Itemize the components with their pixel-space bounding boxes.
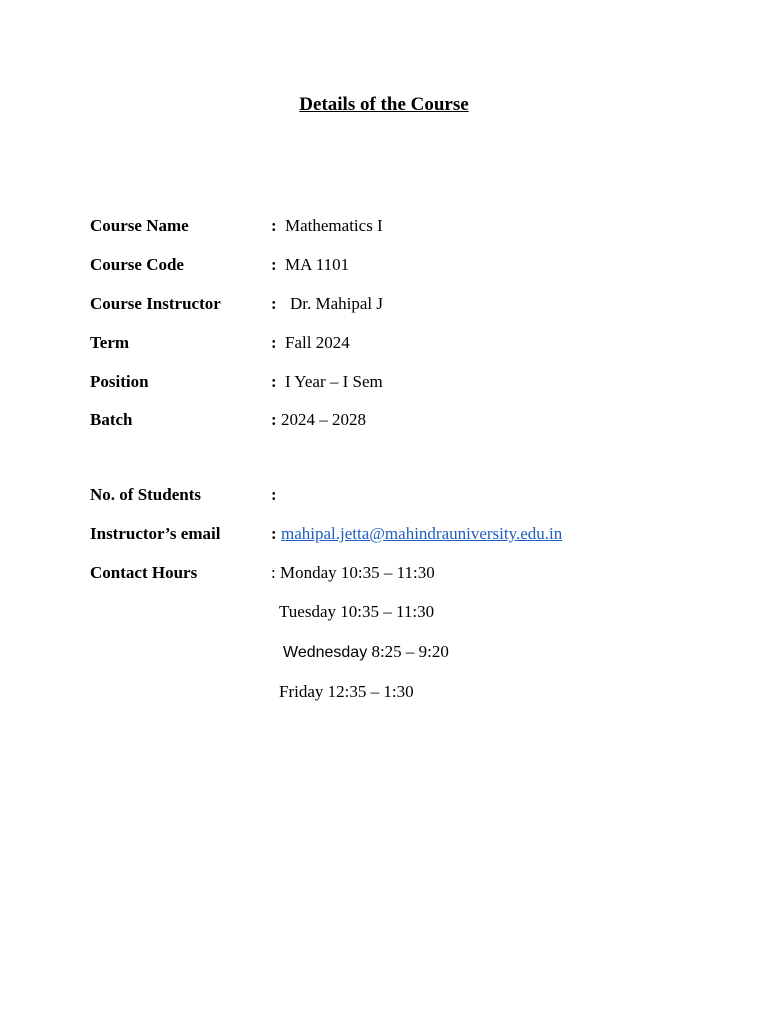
contact-hours-item	[283, 642, 449, 663]
instructor-email-link[interactable]: mahipal.jetta@mahindrauniversity.edu.in	[281, 524, 563, 543]
contact-hours-time: 10:35 – 11:30	[340, 602, 435, 621]
contact-hours-day: Monday	[280, 563, 337, 582]
contact-hours-day: Wednesday	[283, 644, 368, 661]
course-code-value: MA 1101	[285, 255, 350, 274]
course-code-label: Course Code	[90, 255, 184, 274]
course-code-colon: :	[271, 255, 277, 274]
position-value: I Year – I Sem	[285, 372, 383, 391]
course-name-colon: :	[271, 216, 277, 235]
students-label: No. of Students	[90, 485, 201, 504]
email-colon: :	[271, 524, 277, 543]
contact-hours-item	[279, 602, 434, 622]
batch-label: Batch	[90, 410, 133, 429]
contact-hours-day: Tuesday	[279, 602, 336, 621]
term-value: Fall 2024	[285, 333, 350, 352]
contact-hours-day: Friday	[279, 682, 324, 701]
contact-hours-time: 10:35 – 11:30	[340, 563, 435, 582]
page-title-text: Details of the Course	[299, 94, 469, 115]
contact-hours-item	[280, 563, 435, 583]
contact-hours-time: 8:25 – 9:20	[371, 642, 449, 661]
contact-hours-time: 12:35 – 1:30	[327, 682, 414, 701]
position-label: Position	[90, 372, 149, 391]
contact-hours-label: Contact Hours	[90, 563, 198, 582]
batch-colon: :	[271, 410, 277, 429]
batch-value: 2024 – 2028	[281, 410, 366, 429]
course-name-value: Mathematics I	[285, 216, 383, 235]
page-title	[0, 93, 768, 117]
term-colon: :	[271, 333, 277, 352]
students-colon: :	[271, 485, 277, 504]
position-colon: :	[271, 372, 277, 391]
term-label: Term	[90, 333, 130, 352]
course-name-label: Course Name	[90, 216, 189, 235]
course-instructor-label: Course Instructor	[90, 294, 221, 313]
contact-hours-item	[279, 682, 414, 702]
course-instructor-value: Dr. Mahipal J	[290, 294, 384, 313]
course-instructor-colon: :	[271, 294, 277, 313]
email-label: Instructor’s email	[90, 524, 221, 543]
contact-hours-colon: :	[271, 563, 276, 582]
